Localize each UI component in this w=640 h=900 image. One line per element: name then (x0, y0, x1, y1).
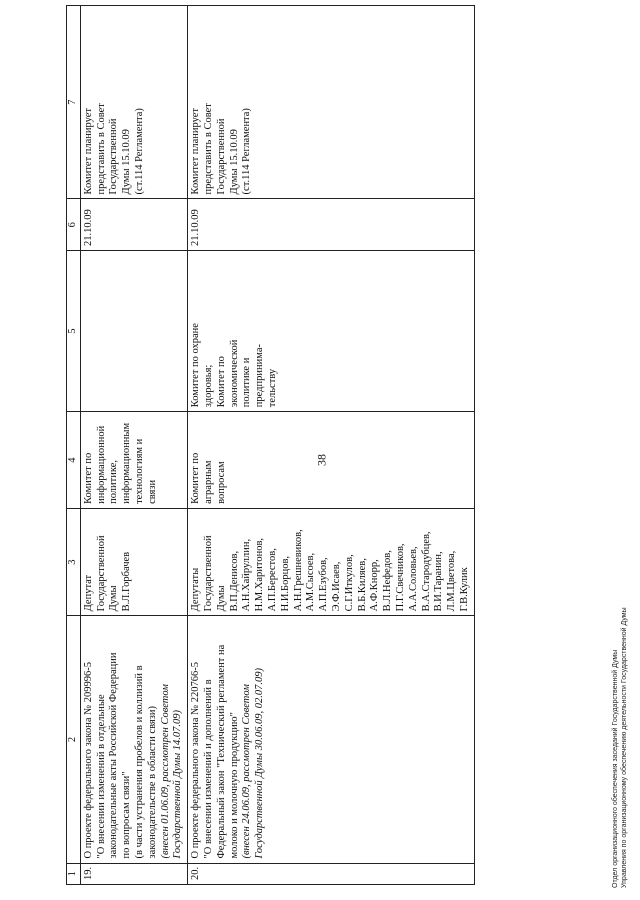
header-cell: 5 (67, 251, 81, 412)
header-cell: 1 (67, 863, 81, 884)
text-line: "О внесении изменений и дополнений в (202, 679, 214, 859)
text-line: Государственной Думы 14.07.09) (172, 710, 184, 859)
text-line: Государственной (108, 118, 120, 195)
responsible-committee (80, 412, 187, 509)
text-line: предпринима- (254, 344, 266, 408)
text-line: (внесен 01.06.09, рассмотрен Советом (159, 684, 171, 859)
text-line: информационной (95, 425, 107, 504)
text-line: экономической (228, 339, 240, 408)
text-line: политике и (241, 357, 253, 408)
header-cell: 4 (67, 412, 81, 509)
text-line: информационным (121, 422, 133, 504)
text-line: Государственной (202, 535, 214, 612)
text-line: молоко и молочную продукцию" (228, 712, 240, 859)
table-row (80, 6, 187, 885)
text-line: представить в Совет (202, 103, 214, 195)
header-cell: 3 (67, 508, 81, 615)
footer (611, 548, 630, 888)
text-line: тельству (266, 368, 278, 408)
text-line: здоровья; (202, 364, 214, 408)
text-line: П.Г.Свечников, (394, 543, 406, 612)
text-line: А.П.Езубов, (318, 557, 330, 612)
date: 21.10.09 (80, 199, 187, 251)
text-line: В.Л.Нефедов, (382, 550, 394, 612)
text-line: Думы (215, 585, 227, 612)
text-line: Депутат (82, 574, 94, 612)
text-line: Комитет планирует (190, 107, 202, 195)
bill-title (188, 616, 475, 863)
co-committees (188, 251, 475, 412)
text-line: Федеральный закон "Технический регламент на (215, 644, 227, 859)
authors (188, 508, 475, 615)
date: 21.10.09 (188, 199, 475, 251)
text-line: А.М.Сысоев, (305, 552, 317, 612)
text-line: О проекте федерального закона № 220766-5 (190, 661, 202, 859)
text-line: Думы (108, 585, 120, 612)
text-line: (внесен 24.06.09, рассмотрен Советом (241, 684, 253, 859)
text-line: вопросам (215, 461, 227, 504)
text-line: Н.И.Борцов, (279, 555, 291, 612)
text-line: О проекте федерального закона № 209996-5 (82, 661, 94, 859)
bill-title (80, 616, 187, 863)
row-number: 20. (188, 863, 475, 884)
text-line: А.Ф.Кнорр, (369, 559, 381, 612)
text-line: "О внесении изменений в отдельные (95, 694, 107, 859)
text-line: политике, (108, 459, 120, 504)
page-number: 38 (314, 454, 329, 466)
text-line: Государственной (215, 118, 227, 195)
text-line: Комитет по (82, 452, 94, 504)
header-cell: 7 (67, 6, 81, 199)
row-number: 19. (80, 863, 187, 884)
text-line: аграрным (202, 460, 214, 504)
header-cell: 6 (67, 199, 81, 251)
text-line: С.Г.Иткулов, (343, 554, 355, 612)
responsible-committee (188, 412, 475, 509)
text-line: (ст.114 Регламента) (241, 108, 253, 195)
text-line: В.Б.Киляев, (356, 558, 368, 612)
text-line: Думы 15.10.09 (121, 129, 133, 195)
text-line: А.Н.Грешневиков, (292, 529, 304, 612)
text-line: Комитет планирует (82, 107, 94, 195)
text-line: Н.М.Харитонов, (254, 537, 266, 612)
text-line: (в части устранения пробелов и коллизий в (133, 665, 145, 859)
table-header-row (67, 6, 81, 885)
status (188, 6, 475, 199)
text-line: В.П.Денисов, (228, 550, 240, 612)
text-line: Комитет по (215, 356, 227, 408)
text-line: Комитет по охране (190, 323, 202, 408)
status (80, 6, 187, 199)
text-line: (ст.114 Регламента) (133, 108, 145, 195)
text-line: Государственной Думы 30.06.09, 02.07.09) (254, 668, 266, 859)
footer-line: Управления по организационному обеспечению деятельности Государственной Думы (621, 607, 629, 888)
text-line: А.Н.Хайруллин, (241, 538, 253, 612)
text-line: А.П.Берестов, (266, 548, 278, 612)
header-cell: 2 (67, 616, 81, 863)
text-line: Думы 15.10.09 (228, 129, 240, 195)
authors (80, 508, 187, 615)
table-row (188, 6, 475, 885)
text-line: В.А.Стародубцев, (420, 531, 432, 612)
text-line: А.А.Соловьев, (407, 546, 419, 612)
text-line: законодательные акты Российской Федерации (108, 652, 120, 859)
text-line: Государственной (95, 535, 107, 612)
text-line: В.И.Таранин, (433, 551, 445, 612)
footer-line: Отдел организационного обеспечения заседаний Государственной Думы (612, 649, 619, 888)
text-line: Депутаты (190, 567, 202, 612)
text-line: Л.М.Цветова, (446, 550, 458, 612)
text-line: технологиям и (133, 438, 145, 504)
text-line: связи (146, 479, 158, 504)
text-line: представить в Совет (95, 103, 107, 195)
text-line: Г.В.Кулик (458, 567, 470, 612)
bill-table (66, 5, 475, 885)
text-line: Э.Ф.Исаев, (330, 561, 342, 612)
co-committees (80, 251, 187, 412)
text-line: В.Л.Горбачев (121, 551, 133, 612)
text-line: законодательстве в области связи) (146, 706, 158, 859)
text-line: Комитет по (190, 452, 202, 504)
text-line: по вопросам связи" (121, 771, 133, 859)
